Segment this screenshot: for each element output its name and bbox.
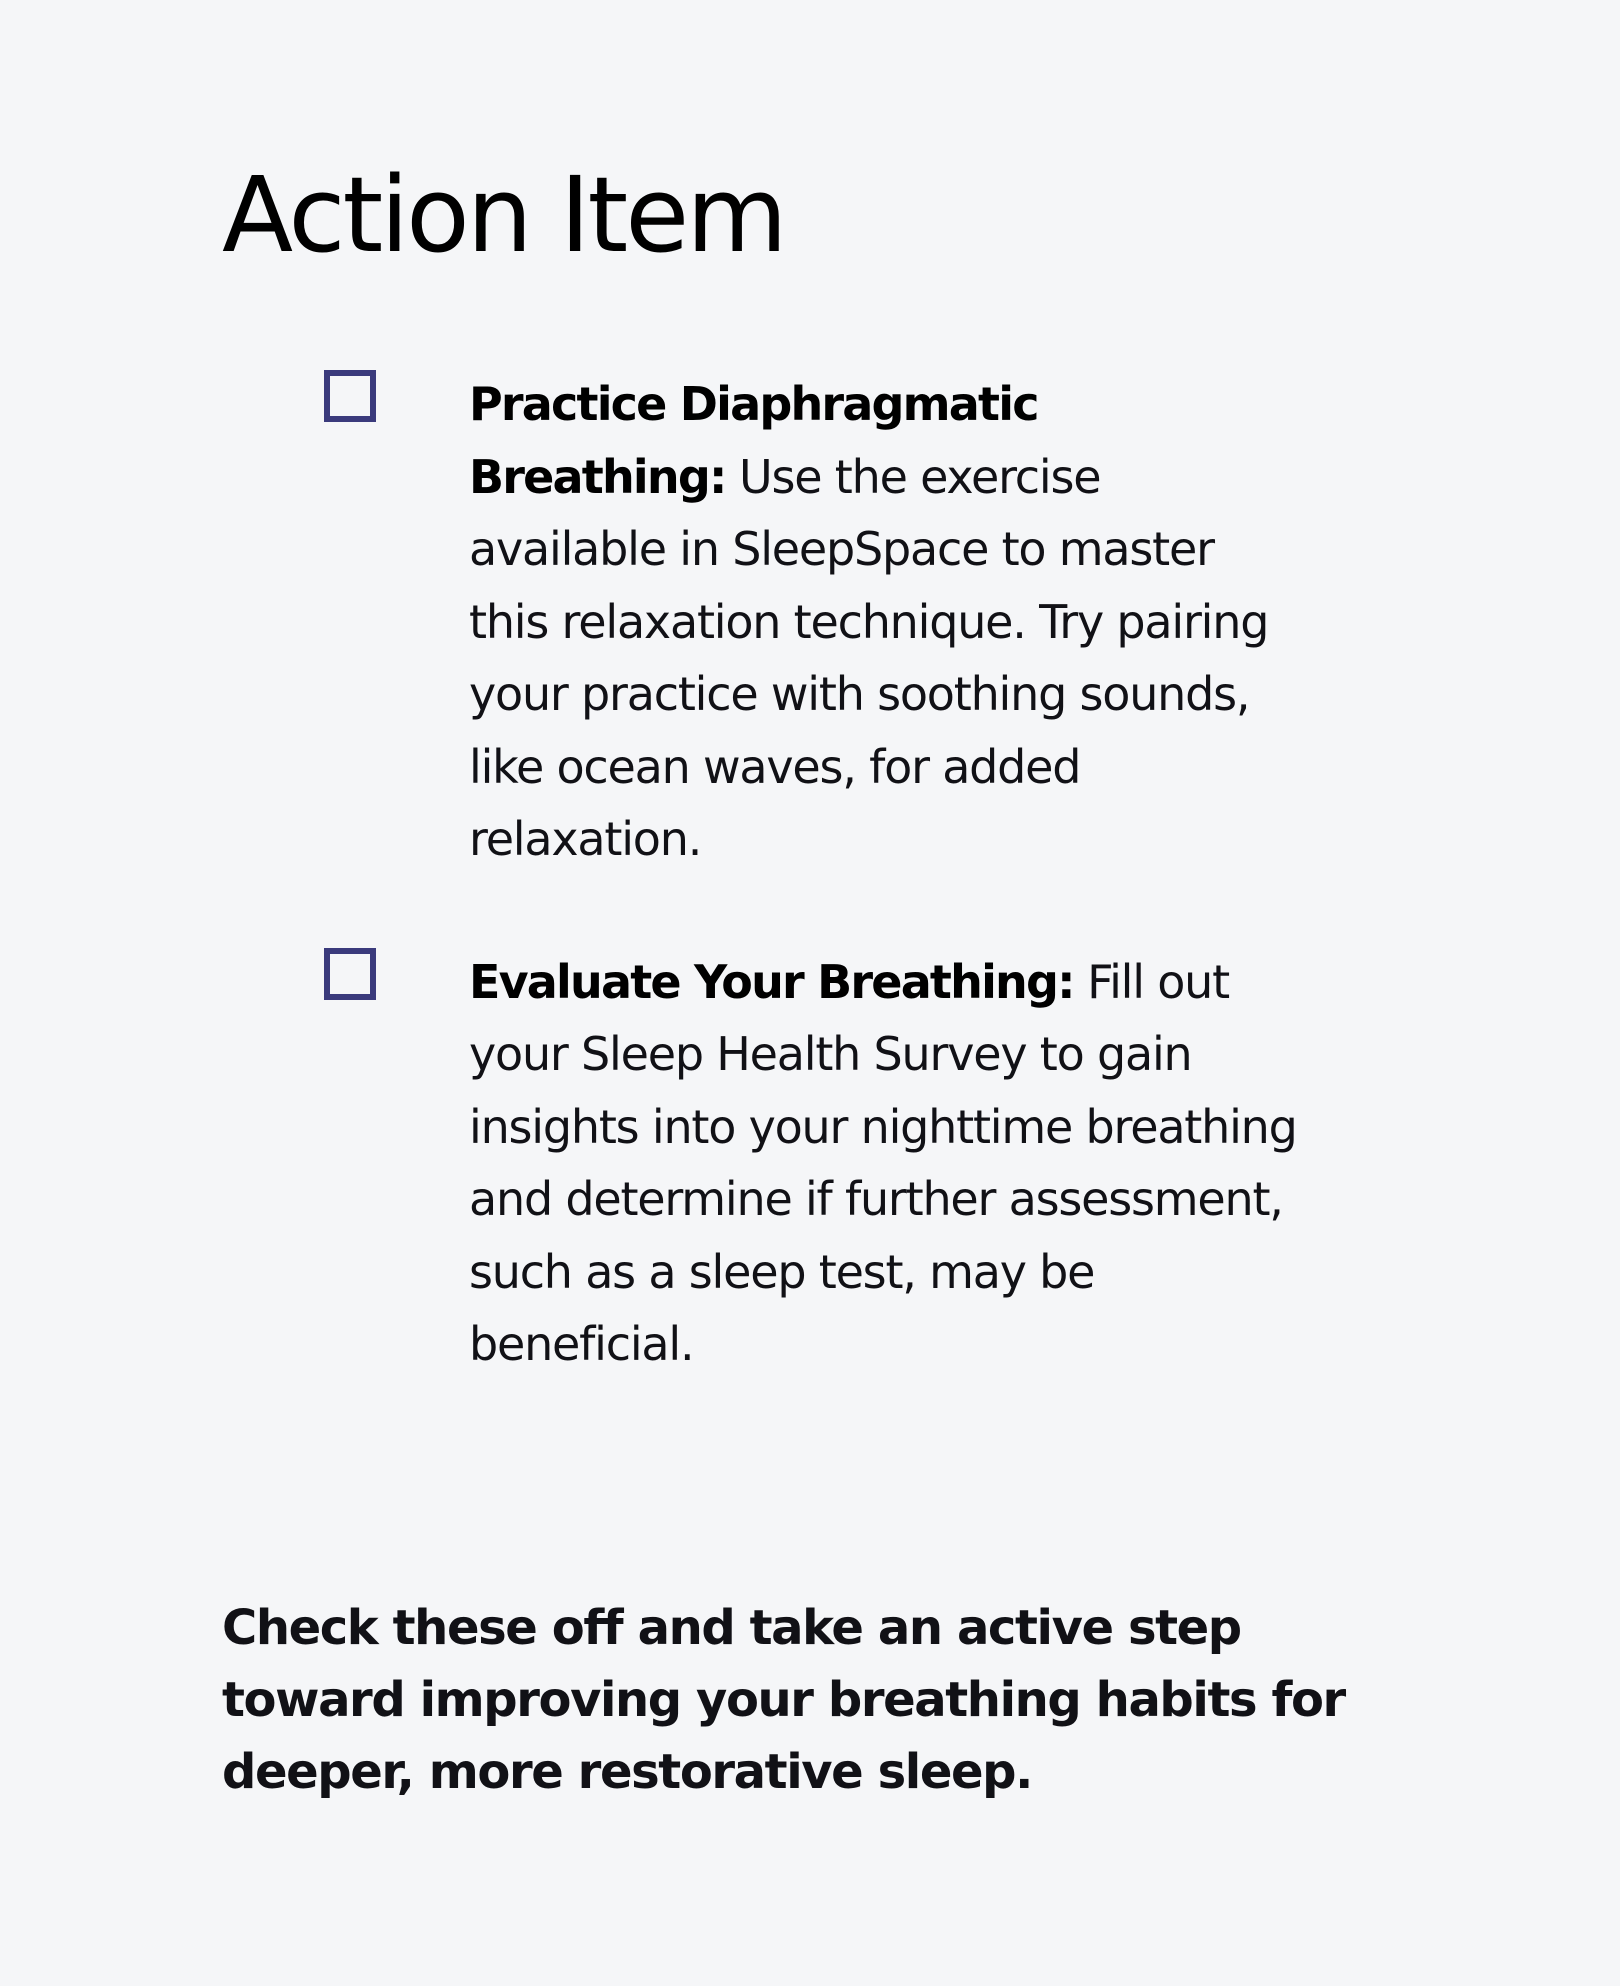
action-item-heading: Evaluate Your Breathing: — [469, 954, 1074, 1009]
action-item-heading: Practice Diaphragmatic Breathing: — [469, 377, 1038, 504]
action-item — [324, 368, 1324, 876]
action-item-checkbox[interactable] — [324, 370, 376, 422]
action-item-text — [469, 368, 1299, 876]
page-title: Action Item — [222, 154, 785, 276]
action-item-list — [324, 368, 1324, 1381]
footer-note: Check these off and take an active step toward improving your breathing habits for deeper, more restorative sleep. — [222, 1600, 1345, 1800]
action-item-checkbox[interactable] — [324, 948, 376, 1000]
action-item-body: Use the exercise available in SleepSpace to master this relaxation technique. Try pairing your practice with soothing sounds, like ocean waves, for added relaxation. — [469, 449, 1269, 866]
action-item-body: Fill out your Sleep Health Survey to gain insights into your nighttime breathing and determine if further assessment, such as a sleep test, may be beneficial. — [469, 954, 1297, 1371]
action-item-text — [469, 946, 1299, 1381]
action-item — [324, 946, 1324, 1381]
